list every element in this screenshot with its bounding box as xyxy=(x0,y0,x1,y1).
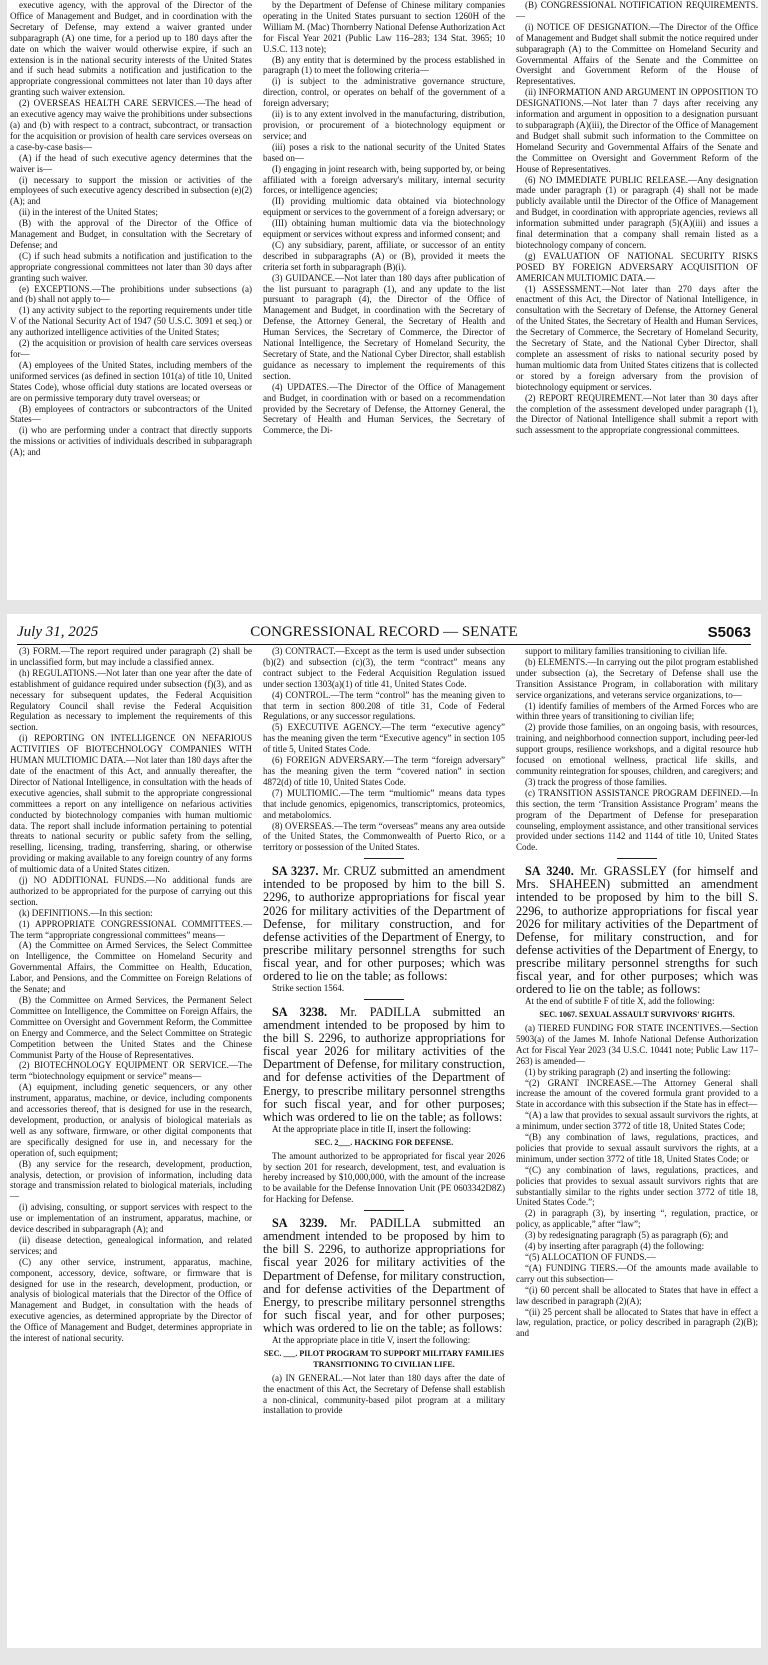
paragraph: (g) EVALUATION OF NATIONAL SECURITY RISKS POSED BY FOREIGN ADVERSARY ACQUISITION OF AMERICAN MULTIOMIC DATA.— xyxy=(516,250,758,283)
paragraph: (A) employees of the United States, including members of the uniformed services (as defined in section 101(a) of title 10, United States Code), whose official duty stations are located overseas or are on permissive temporary duty travel overseas; or xyxy=(10,359,252,403)
paragraph: (4) by inserting after paragraph (4) the following: xyxy=(525,1241,705,1252)
amendment-text: Mr. GRASSLEY (for himself and Mrs. SHAHEEN) submitted an amendment intended to be proposed by him to the bill S. 2296, to authorize appropriations for fiscal year 2026 for military activities of the Department of Defense, for military construction, and for defense activities of the Department of Energy, to prescribe military personnel strengths for such fiscal year, and for other purposes; which was ordered to lie on the table; as follows: xyxy=(516,864,758,997)
section-heading: SEC. 1067. SEXUAL ASSAULT SURVIVORS' RIGHTS. xyxy=(539,1010,735,1020)
amendment-number: SA 3239. xyxy=(272,1216,328,1231)
paragraph: (6) FOREIGN ADVERSARY.—The term “foreign adversary” has the meaning given the term “covered nation” in section 4872(d) of title 10, United States Code. xyxy=(263,755,505,787)
paragraph: “(A) FUNDING TIERS.—Of the amounts made available to carry out this subsection— xyxy=(516,1262,758,1284)
paragraph: (1) any activity subject to the reporting requirements under title V of the National Security Act of 1947 (50 U.S.C. 3091 et seq.) or any authorized intelligence activities of the United States; xyxy=(10,305,252,338)
divider xyxy=(364,1210,404,1211)
record-page-s5063 xyxy=(7,614,761,1648)
paragraph: (B) CONGRESSIONAL NOTIFICATION REQUIREMENTS.— xyxy=(516,0,758,21)
paragraph: (i) is subject to the administrative governance structure, direction, control, or operates on behalf of the government of a foreign adversary; xyxy=(263,76,505,109)
paragraph: (4) UPDATES.—The Director of the Office of Management and Budget, in coordination with or based on a recommendation provided by the Secretary of Defense, the Attorney General, the Secretary of Health and Human Services, the Secretary of Commerce, the Di- xyxy=(263,381,505,436)
paragraph: support to military families transitioning to civilian life. xyxy=(525,646,728,656)
paragraph: (i) advising, consulting, or support services with respect to the use or implementation of an instrument, apparatus, machine, or device described in subparagraph (A); and xyxy=(10,1202,252,1235)
paragraph: (i) necessary to support the mission or activities of the employees of such executive agency described in subsection (e)(2)(A); and xyxy=(10,174,252,207)
paragraph: (2) the acquisition or provision of health care services overseas for— xyxy=(10,338,252,359)
bottom-column-3 xyxy=(516,646,758,1648)
paragraph: (ii) is to any extent involved in the manufacturing, distribution, provision, or procurement of a biotechnology equipment or service; and xyxy=(263,109,505,141)
paragraph: (ii) INFORMATION AND ARGUMENT IN OPPOSITION TO DESIGNATIONS.—Not later than 7 days after receiving any information and argument in opposition to a designation pursuant to subparagraph (A)(iii), the Director of the Office of Management and Budget shall submit such information to the Committee on Homeland Security and Governmental Affairs of the Senate and the Committee on Oversight and Government Reform of the House of Representatives. xyxy=(516,87,758,174)
amendment-body: The amount authorized to be appropriated for fiscal year 2026 by section 201 for research, development, test, and evaluation is hereby increased by $10,000,000, with the amount of the increase to be available for the Defense Innovation Unit (PE 0603342D8Z) for Hacking for Defense. xyxy=(263,1150,505,1205)
paragraph: (ii) in the interest of the United States; xyxy=(19,207,158,218)
header-page-number: S5063 xyxy=(707,624,751,641)
paragraph: (1) identify families of members of the Armed Forces who are within three years of transitioning to civilian life; xyxy=(516,700,758,722)
paragraph: (6) NO IMMEDIATE PUBLIC RELEASE.—Any designation made under paragraph (1) or paragraph (4) shall not be made publicly available until the Director of the Office of Management and Budget, in coordination with appropriate agencies, reviews all information submitted under paragraph (5)(A)(iii) and issues a final determination that a company shall remain listed as a biotechnology company of concern. xyxy=(516,174,758,250)
paragraph: (a) TIERED FUNDING FOR STATE INCENTIVES.—Section 5903(a) of the James M. Inhofe National Defense Authorization Act for Fiscal Year 2023 (34 U.S.C. 10441 note; Public Law 117–263) is amended— xyxy=(516,1022,758,1066)
paragraph: (j) NO ADDITIONAL FUNDS.—No additional funds are authorized to be appropriated for the purpose of carrying out this section. xyxy=(10,875,252,907)
paragraph: “(B) any combination of laws, regulations, practices, and policies that provide to sexual assault survivors the rights, at a minimum, under section 3772 of title 18, United States Code; or xyxy=(516,1132,758,1164)
paragraph: “(2) GRANT INCREASE.—The Attorney General shall increase the amount of the covered formula grant provided to a State in accordance with this subsection if the State has in effect— xyxy=(516,1077,758,1110)
paragraph: “(ii) 25 percent shall be allocated to States that have in effect a law, regulation, practice, or policy described in paragraph (2)(B); and xyxy=(516,1306,758,1339)
paragraph: (3) track the progress of those families. xyxy=(525,776,667,787)
divider xyxy=(364,858,404,859)
top-column-2 xyxy=(263,0,505,600)
paragraph: (i) REPORTING ON INTELLIGENCE ON NEFARIOUS ACTIVITIES OF BIOTECHNOLOGY COMPANIES WITH HUMAN MULTIOMIC DATA.—Not later than 180 days after the date of the enactment of this Act, and annually thereafter, the Director of National Intelligence, in consultation with the heads of executive agencies, shall submit to the appropriate congressional committees a report on any intelligence on nefarious activities conducted by biotechnology companies with human multiomic data. The report shall include information pertaining to potential threats to national security or public safety from the selling, reselling, licensing, trading, transferring, sharing, or otherwise providing or making available to any foreign country of any forms of multiomic data of a United States citizen. xyxy=(10,733,252,875)
amendment-text: Mr. PADILLA submitted an amendment intended to be proposed by him to the bill S. 2296, to authorize appropriations for fiscal year 2026 for military activities of the Department of Defense, for military construction, and for defense activities of the Department of Energy, to prescribe military personnel strengths for such fiscal year, and for other purposes; which was ordered to lie on the table; as follows: xyxy=(263,1004,505,1124)
paragraph: (C) if such head submits a notification and justification to the appropriate congressional committees not later than 30 days after granting such waiver. xyxy=(10,250,252,283)
paragraph: (i) who are performing under a contract that directly supports the missions or activities of individuals described in subparagraph (A); and xyxy=(10,425,252,458)
section-heading: SEC. ___. PILOT PROGRAM TO SUPPORT MILITARY FAMILIES TRANSITIONING TO CIVILIAN LIFE. xyxy=(263,1348,505,1369)
amendment-body: (a) IN GENERAL.—Not later than 180 days after the date of the enactment of this Act, the Secretary of Defense shall establish a non-clinical, community-based pilot program at a military installation to provide xyxy=(263,1372,505,1416)
paragraph: (e) EXCEPTIONS.—The prohibitions under subsections (a) and (b) shall not apply to— xyxy=(10,283,252,305)
page-header xyxy=(17,622,751,645)
paragraph: by the Department of Defense of Chinese military companies operating in the United States pursuant to section 1260H of the William M. (Mac) Thornberry National Defense Authorization Act for Fiscal Year 2021 (Public Law 116–283; 134 Stat. 3965; 10 U.S.C. 113 note); xyxy=(263,0,505,54)
paragraph: (A) equipment, including genetic sequencers, or any other instrument, apparatus, machine, or device, including components and accessories thereof, that is designed for use in the research, development, production, or analysis of biological materials as well as any software, firmware, or other digital components that are specifically designed for use in, and necessary for the operation of, such equipment; xyxy=(10,1082,252,1158)
definitions-continued xyxy=(263,646,505,853)
paragraph: (A) if the head of such executive agency determines that the waiver is— xyxy=(10,152,252,174)
divider xyxy=(364,999,404,1000)
paragraph: (8) OVERSEAS.—The term “overseas” means any area outside of the United States, the Commonwealth of Puerto Rico, or a territory or possession of the United States. xyxy=(263,820,505,853)
amendment-text: Mr. CRUZ submitted an amendment intended to be proposed by him to the bill S. 2296, to authorize appropriations for fiscal year 2026 for military activities of the Department of Defense, for military construction, and for defense activities of the Department of Energy, to prescribe military personnel strengths for such fiscal year, and for other purposes; which was ordered to lie on the table; as follows: xyxy=(263,864,505,983)
paragraph: (A) the Committee on Armed Services, the Select Committee on Intelligence, the Committee on Homeland Security and Governmental Affairs, the Committee on Health, Education, Labor, and Pensions, and the Committee on Foreign Relations of the Senate; and xyxy=(10,940,252,995)
paragraph: (4) CONTROL.—The term “control” has the meaning given to that term in section 800.208 of title 31, Code of Federal Regulations, or any successor regulations. xyxy=(263,689,505,722)
paragraph: “(A) a law that provides to sexual assault survivors the rights, at a minimum, under section 3772 of title 18, United States Code; xyxy=(516,1110,758,1132)
record-page-top xyxy=(7,0,761,600)
paragraph: (k) DEFINITIONS.—In this section: xyxy=(19,907,153,918)
header-date: July 31, 2025 xyxy=(17,624,99,640)
paragraph: “(5) ALLOCATION OF FUNDS.— xyxy=(525,1252,656,1262)
paragraph: (2) provide those families, on an ongoing basis, with resources, training, and neighborhood connection support, including peer-led support groups, resilience workshops, and a digital resource hub focused on emotional wellness, practical life skills, and community reintegration for spouses, children, and caregivers; and xyxy=(516,722,758,776)
amendment-body: Strike section 1564. xyxy=(272,983,345,994)
paragraph: (2) BIOTECHNOLOGY EQUIPMENT OR SERVICE.—The term “biotechnology equipment or service” means— xyxy=(10,1060,252,1082)
paragraph: (II) providing multiomic data obtained via biotechnology equipment or services to the government of a foreign adversary; or xyxy=(263,196,505,218)
amendment-sa3239 xyxy=(263,1217,505,1335)
paragraph: (B) the Committee on Armed Services, the Permanent Select Committee on Intelligence, the Committee on Foreign Affairs, the Committee on Oversight and Government Reform, the Committee on Energy and Commerce, and the Select Committee on Strategic Competition between the United States and the Chinese Communist Party of the House of Representatives. xyxy=(10,995,252,1060)
paragraph: (B) any service for the research, development, production, analysis, detection, or provision of information, including data storage and transmission related to biological materials, including— xyxy=(10,1158,252,1202)
paragraph: (1) ASSESSMENT.—Not later than 270 days after the enactment of this Act, the Director of National Intelligence, in consultation with the Secretary of Defense, the Attorney General of the United States, the Secretary of Health and Human Services, the Secretary of Commerce, the Secretary of Homeland Security, the Secretary of State, and the National Cyber Director, shall complete an assessment of risks to national security posed by human multiomic data from United States citizens that is collected or stored by a foreign adversary from the provision of biotechnology equipment or services. xyxy=(516,283,758,392)
paragraph: (C) any other service, instrument, apparatus, machine, component, accessory, device, software, or firmware that is designed for use in the research, development, production, or analysis of biological materials that the Director of the Office of Management and Budget, in consultation with the heads of executive agencies, as determined appropriate by the Director of the Office of Management and Budget, determines appropriate in the interest of national security. xyxy=(10,1256,252,1344)
paragraph: (C) any subsidiary, parent, affiliate, or successor of an entity described in subparagraphs (A) or (B), provided it meets the criteria set forth in subparagraph (B)(i). xyxy=(263,239,505,272)
amendment-number: SA 3238. xyxy=(272,1004,328,1019)
bottom-column-1 xyxy=(10,646,252,1648)
paragraph: (I) engaging in joint research with, being supported by, or being affiliated with a foreign adversary's military, internal security forces, or intelligence agencies; xyxy=(263,163,505,196)
paragraph: (i) NOTICE OF DESIGNATION.—The Director of the Office of Management and Budget shall submit the notice required under subparagraph (A) to the Committee on Homeland Security and Governmental Affairs of the Senate and the Committee on Oversight and Government Reform of the House of Representatives. xyxy=(516,21,758,87)
amendment-number: SA 3237. xyxy=(272,864,319,879)
paragraph: (3) CONTRACT.—Except as the term is used under subsection (b)(2) and subsection (c)(3), the term “contract” means any contract subject to the Federal Acquisition Regulation issued under section 1303(a)(1) of title 41, United States Code. xyxy=(263,646,505,689)
header-title: CONGRESSIONAL RECORD — SENATE xyxy=(250,624,518,640)
amendment-place: At the appropriate place in title V, insert the following: xyxy=(272,1335,471,1345)
paragraph: (B) any entity that is determined by the process established in paragraph (1) to meet the following criteria— xyxy=(263,54,505,76)
paragraph: (5) EXECUTIVE AGENCY.—The term “executive agency” has the meaning given the term “Executive agency” in section 105 of title 5, United States Code. xyxy=(263,722,505,755)
top-column-3 xyxy=(516,0,758,600)
paragraph: (2) OVERSEAS HEALTH CARE SERVICES.—The head of an executive agency may waive the prohibitions under subsections (a) and (b) with respect to a contract, subcontract, or transaction for the acquisition or provision of health care services overseas on a case-by-case basis— xyxy=(10,98,252,152)
paragraph: (1) by striking paragraph (2) and inserting the following: xyxy=(525,1066,731,1077)
sexual-assault-survivors-section xyxy=(516,996,758,1339)
paragraph: “(i) 60 percent shall be allocated to States that have in effect a law described in paragraph (2)(A); xyxy=(516,1284,758,1306)
bottom-column-2 xyxy=(263,646,505,1648)
pilot-program-continued xyxy=(516,646,758,853)
paragraph: At the end of subtitle F of title X, add the following: xyxy=(525,996,715,1007)
paragraph: (3) by redesignating paragraph (5) as paragraph (6); and xyxy=(525,1230,728,1241)
paragraph: (7) MULTIOMIC.—The term “multiomic” means data types that include genomics, epigenomics, transcriptomics, proteomics, and metabolomics. xyxy=(263,787,505,820)
paragraph: (h) REGULATIONS.—Not later than one year after the date of establishment of guidance required under subsection (f)(3), and as necessary for subsequent updates, the Federal Acquisition Regulatory Council shall revise the Federal Acquisition Regulation as necessary to implement the requirements of this section. xyxy=(10,667,252,733)
amendment-place: At the appropriate place in title II, insert the following: xyxy=(272,1123,471,1134)
paragraph: “(C) any combination of laws, regulations, practices, and policies that provides to sexual assault survivors rights that are substantially similar to the rights under section 3772 of title 18, United States Code.”; xyxy=(516,1164,758,1208)
amendment-number: SA 3240. xyxy=(525,864,574,879)
paragraph: (1) APPROPRIATE CONGRESSIONAL COMMITTEES.—The term “appropriate congressional committees” means— xyxy=(10,918,252,940)
paragraph: (iii) poses a risk to the national security of the United States based on— xyxy=(263,141,505,163)
section-heading: SEC. 2___. HACKING FOR DEFENSE. xyxy=(314,1137,454,1147)
paragraph: (3) GUIDANCE.—Not later than 180 days after publication of the list pursuant to paragraph (1), and any update to the list pursuant to paragraph (4), the Director of the Office of Management and Budget, in coordination with the Secretary of Defense, the Attorney General, the Secretary of Health and Human Services, the Secretary of Commerce, the Director of National Intelligence, the Secretary of Homeland Security, the Secretary of State, and the National Cyber Director, shall establish guidance as necessary to implement the requirements of this section. xyxy=(263,272,505,381)
paragraph: (III) obtaining human multiomic data via the biotechnology equipment or services without express and informed consent; and xyxy=(263,218,505,240)
amendment-sa3240 xyxy=(516,865,758,996)
paragraph: (2) in paragraph (3), by inserting “, regulation, practice, or policy, as applicable,” after “law”; xyxy=(516,1208,758,1230)
amendment-text: Mr. PADILLA submitted an amendment intended to be proposed by him to the bill S. 2296, to authorize appropriations for fiscal year 2026 for military activities of the Department of Defense, for military construction, and for defense activities of the Department of Energy, to prescribe military personnel strengths for such fiscal year, and for other purposes; which was ordered to lie on the table; as follows: xyxy=(263,1216,505,1335)
top-column-1 xyxy=(10,0,252,600)
amendment-sa3237 xyxy=(263,865,505,983)
paragraph: (c) TRANSITION ASSISTANCE PROGRAM DEFINED.—In this section, the term ‘Transition Assistance Program’ means the program of the Department of Defense for preseparation counseling, employment assistance, and other transitional services provided under sections 1142 and 1144 of title 10, United States Code. xyxy=(516,787,758,853)
paragraph: (ii) disease detection, genealogical information, and related services; and xyxy=(10,1234,252,1256)
divider xyxy=(617,858,657,859)
paragraph: (2) REPORT REQUIREMENT.—Not later than 30 days after the completion of the assessment developed under paragraph (1), the Director of National Intelligence shall submit a report with such assessment to the appropriate congressional committees. xyxy=(516,392,758,436)
paragraph: (3) FORM.—The report required under paragraph (2) shall be in unclassified form, but may include a classified annex. xyxy=(10,646,252,667)
paragraph: executive agency, with the approval of the Director of the Office of Management and Budget, and in coordination with the Secretary of Defense, may extend a waiver granted under subparagraph (A) one time, for a period up to 180 days after the date on which the waiver would otherwise expire, if such an extension is in the national security interests of the United States and if such head submits a notification and justification to the appropriate congressional committees not later than 10 days after granting such waiver extension. xyxy=(10,0,252,98)
amendment-sa3238 xyxy=(263,1006,505,1124)
paragraph: (B) with the approval of the Director of the Office of Management and Budget, in consultation with the Secretary of Defense; and xyxy=(10,218,252,250)
paragraph: (B) employees of contractors or subcontractors of the United States— xyxy=(10,403,252,425)
paragraph: (b) ELEMENTS.—In carrying out the pilot program established under subsection (a), the Secretary of Defense shall use the Transition Assistance Program, in collaboration with military service organizations, and veterans service organizations, to— xyxy=(516,656,758,700)
